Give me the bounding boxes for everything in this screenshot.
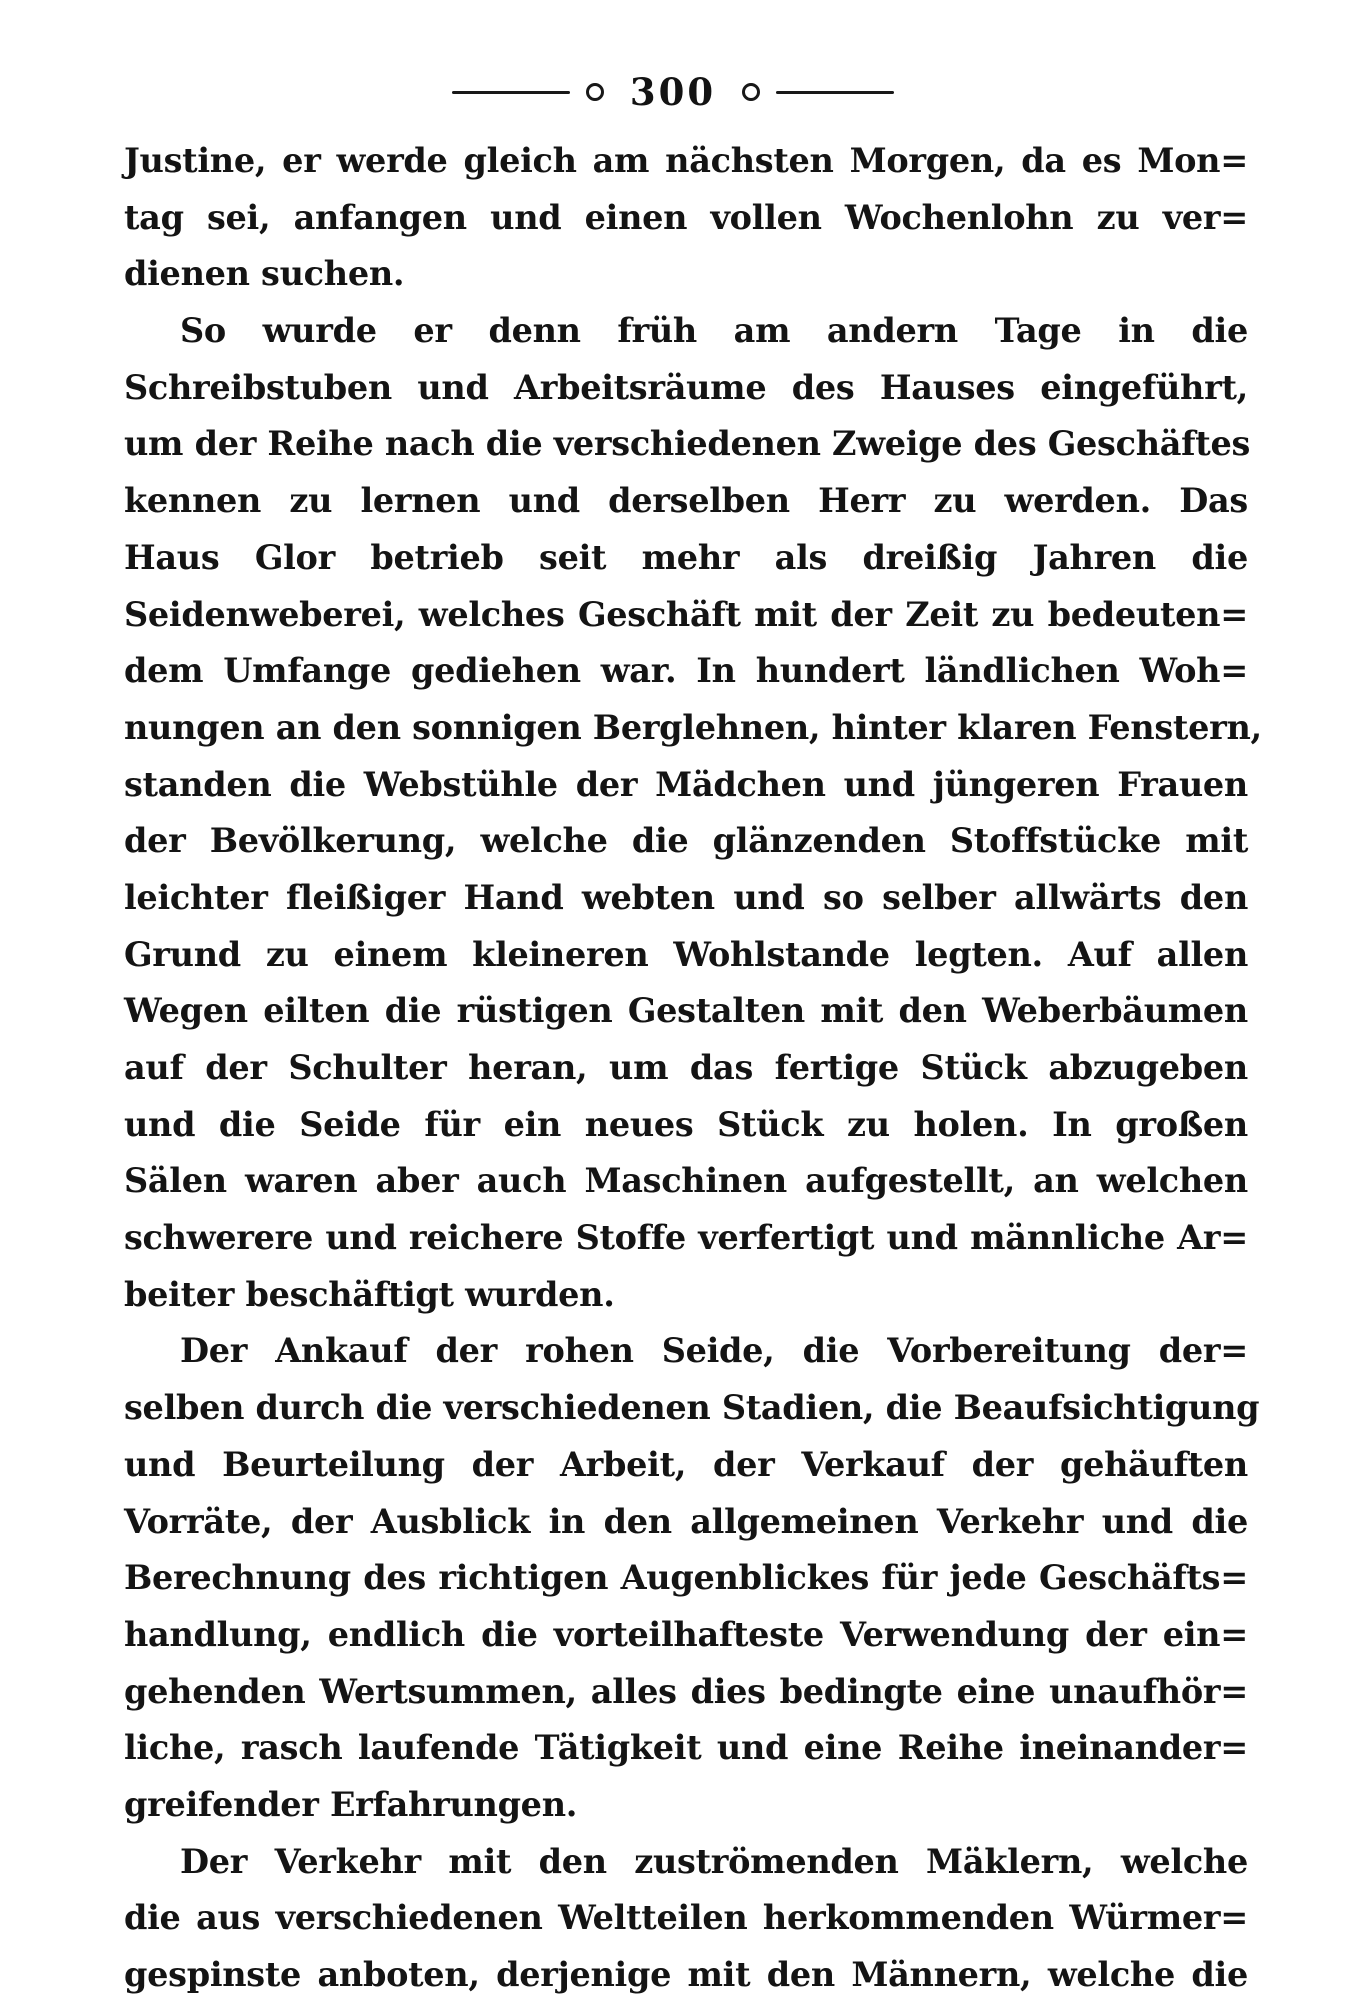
text-line: und Beurteilung der Arbeit, der Verkauf der gehäuften xyxy=(124,1444,1248,1484)
text-line: auf der Schulter heran, um das fertige Stück abzugeben xyxy=(124,1048,1248,1087)
text-line: gehenden Wertsummen, alles dies bedingte eine unaufhör= xyxy=(124,1671,1248,1711)
text-line: Der Verkehr mit den zuströmenden Mäklern, welche xyxy=(180,1841,1248,1881)
text-line: greifender Erfahrungen. xyxy=(124,1784,578,1824)
text-line: So wurde er denn früh am andern Tage in die xyxy=(180,311,1248,351)
text-line: Vorräte, der Ausblick in den allgemeinen Verkehr und die xyxy=(124,1501,1248,1541)
text-block xyxy=(124,133,1262,2004)
text-line: die aus verschiedenen Weltteilen herkommenden Würmer= xyxy=(124,1898,1248,1938)
text-line: Justine, er werde gleich am nächsten Morgen, da es Mon= xyxy=(124,141,1248,180)
running-head xyxy=(0,70,1346,114)
text-line: Grund zu einem kleineren Wohlstande legten. Auf allen xyxy=(124,934,1248,974)
text-line: tag sei, anfangen und einen vollen Wochenlohn zu ver= xyxy=(124,197,1248,237)
text-line: Berechnung des richtigen Augenblickes für jede Geschäfts= xyxy=(124,1558,1248,1598)
text-line: nungen an den sonnigen Berglehnen, hinter klaren Fenstern, xyxy=(124,707,1262,747)
text-line: selben durch die verschiedenen Stadien, die Beaufsichtigung xyxy=(124,1388,1260,1428)
text-line: Wegen eilten die rüstigen Gestalten mit den Weberbäumen xyxy=(124,991,1248,1031)
header-rule-right-icon xyxy=(776,91,894,94)
header-rule-left-icon xyxy=(452,91,570,94)
text-line: um der Reihe nach die verschiedenen Zweige des Geschäftes xyxy=(124,424,1251,464)
text-line: dem Umfange gediehen war. In hundert ländlichen Woh= xyxy=(124,651,1248,691)
text-line: standen die Webstühle der Mädchen und jüngeren Frauen xyxy=(124,764,1248,804)
text-line: gespinste anboten, derjenige mit den Männern, welche die xyxy=(124,1955,1248,1994)
text-line: Der Ankauf der rohen Seide, die Vorbereitung der= xyxy=(180,1331,1248,1371)
text-line: liche, rasch laufende Tätigkeit und eine Reihe ineinander= xyxy=(124,1728,1248,1768)
text-line: schwerere und reichere Stoffe verfertigt und männliche Ar= xyxy=(124,1218,1248,1258)
header-circle-right-icon xyxy=(742,83,760,101)
header-circle-left-icon xyxy=(586,83,604,101)
text-line: Seidenweberei, welches Geschäft mit der Zeit zu bedeuten= xyxy=(124,594,1248,634)
text-line: Schreibstuben und Arbeitsräume des Hauses eingeführt, xyxy=(124,367,1248,407)
text-line: und die Seide für ein neues Stück zu holen. In großen xyxy=(124,1104,1248,1144)
text-line: handlung, endlich die vorteilhafteste Verwendung der ein= xyxy=(124,1614,1248,1654)
text-line: leichter fleißiger Hand webten und so selber allwärts den xyxy=(124,877,1248,917)
text-line: beiter beschäftigt wurden. xyxy=(124,1274,615,1314)
text-line: dienen suchen. xyxy=(124,254,405,294)
text-line: der Bevölkerung, welche die glänzenden Stoffstücke mit xyxy=(124,821,1248,861)
text-line: Haus Glor betrieb seit mehr als dreißig Jahren die xyxy=(124,537,1248,577)
page-number: 300 xyxy=(629,70,717,114)
text-line: Sälen waren aber auch Maschinen aufgestellt, an welchen xyxy=(124,1161,1248,1201)
text-line: kennen zu lernen und derselben Herr zu werden. Das xyxy=(124,481,1248,521)
